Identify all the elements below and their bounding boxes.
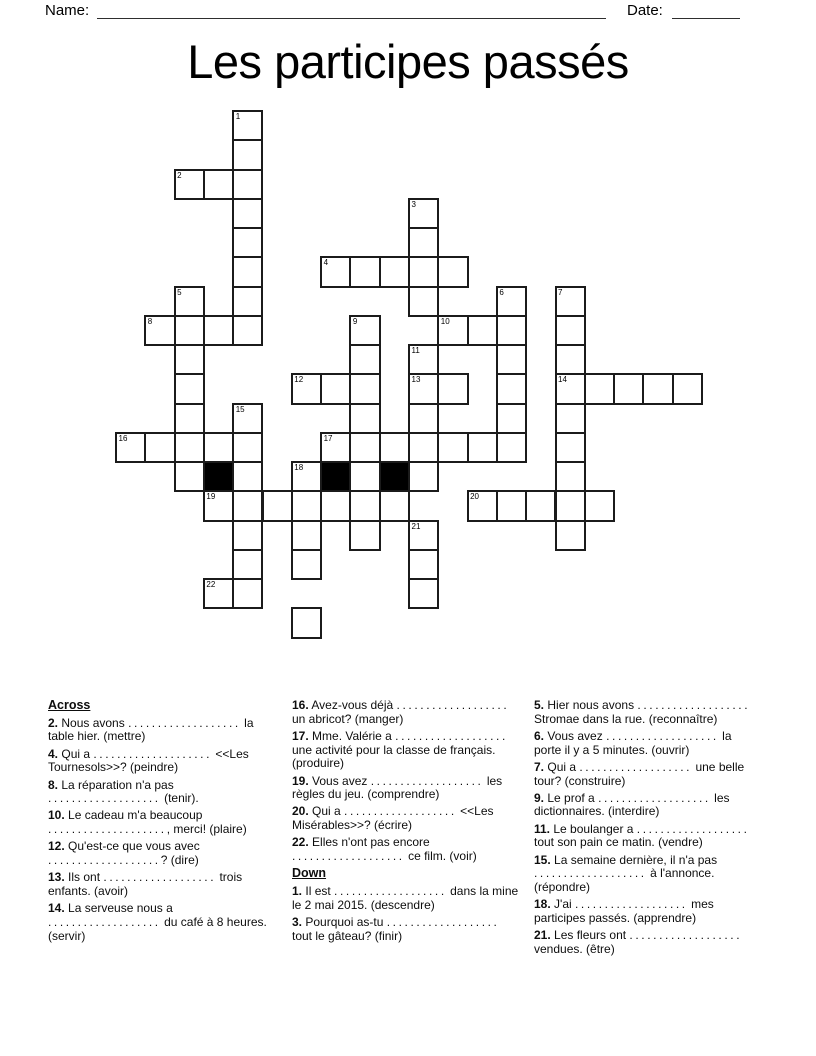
crossword-cell: [496, 373, 527, 404]
crossword-cell: [232, 110, 263, 141]
cell-number: 2: [177, 170, 182, 180]
crossword-cell: [174, 432, 205, 463]
clue-down-9: 9. Le prof a ................... les dictionnaires. (interdire): [534, 790, 730, 819]
crossword-cell: [672, 373, 703, 404]
cell-number: 16: [118, 433, 128, 443]
clue-across-8: 8. La réparation n'a pas ................... (tenir).: [48, 777, 199, 806]
answer-blank-dots: ...................: [579, 759, 693, 774]
answer-blank-dots: ...................: [629, 928, 743, 943]
clue-across-12: 12. Qu'est-ce que vous avec ...................? (dire): [48, 839, 200, 868]
cell-number: 20: [470, 492, 479, 502]
crossword-cell: [584, 373, 615, 404]
answer-blank-dots: ...................: [48, 791, 161, 806]
crossword-cell: [262, 490, 293, 521]
clue-number: 7.: [534, 759, 545, 774]
crossword-cell: [232, 461, 263, 492]
cell-number: 17: [323, 433, 333, 443]
crossword-cell: [408, 344, 439, 375]
clue-number: 4.: [48, 746, 59, 761]
crossword-cell: [349, 373, 380, 404]
crossword-cell: [467, 490, 498, 521]
cell-number: 1: [235, 112, 241, 121]
cell-number: 7: [558, 287, 563, 297]
clue-number: 13.: [48, 870, 65, 885]
clue-number: 11.: [534, 821, 551, 836]
crossword-cell: [232, 198, 263, 229]
crossword-cell: [320, 490, 351, 521]
answer-blank-dots: ...................: [370, 773, 484, 788]
crossword-cell: [232, 549, 263, 580]
clue-number: 17.: [292, 728, 309, 743]
across-header: Across: [48, 698, 91, 712]
clue-down-21: 21. Les fleurs ont ................... vendues. (être): [534, 928, 743, 956]
crossword-cell: [349, 403, 380, 434]
clues-column-2: [292, 699, 520, 947]
crossword-cell: [496, 490, 527, 521]
crossword-cell: [232, 227, 263, 258]
crossword-cell: [232, 520, 263, 551]
clue-number: 18.: [534, 897, 551, 912]
clue-number: 15.: [534, 852, 551, 867]
clue-number: 22.: [292, 835, 309, 850]
name-line: [97, 18, 606, 19]
crossword-cell: [291, 461, 322, 492]
answer-blank-dots: ...................: [575, 897, 688, 912]
answer-blank-dots: ....................: [93, 746, 213, 761]
crossword-cell: [349, 461, 380, 492]
clue-down-18: 18. J'ai ................... mes participes passés. (apprendre): [534, 897, 714, 925]
answer-blank-dots: ...................: [334, 883, 447, 898]
answer-blank-dots: ...................: [534, 866, 647, 881]
cell-number: 6: [499, 287, 504, 297]
crossword-cell: [291, 607, 322, 638]
clues-column-1: [48, 699, 276, 947]
crossword-cell: [174, 315, 205, 346]
crossword-cell: [379, 256, 410, 287]
cell-number: 14: [558, 375, 567, 385]
clue-down-1: 1. Il est ................... dans la mine le 2 mai 2015. (descendre): [292, 883, 519, 912]
crossword-cell: [408, 227, 439, 258]
crossword-cell: [174, 286, 205, 317]
clue-number: 20.: [292, 804, 309, 819]
clue-across-22: 22. Elles n'ont pas encore ................... ce film. (voir): [292, 835, 477, 864]
crossword-cell: [642, 373, 673, 404]
crossword-cell: [320, 373, 351, 404]
crossword-cell: [144, 432, 175, 463]
date-line: [672, 18, 740, 19]
cell-number: 11: [411, 346, 420, 355]
crossword-cell: [437, 373, 468, 404]
crossword-cell: [349, 256, 380, 287]
clue-down-11: 11. Le boulanger a ................... tout son pain ce matin. (vendre): [534, 821, 750, 850]
crossword-cell: [232, 169, 263, 200]
cell-number: 4: [323, 258, 329, 268]
crossword-cell: [555, 344, 586, 375]
crossword-cell: [291, 490, 322, 521]
crossword-cell-black: [203, 461, 234, 492]
crossword-cell: [232, 139, 263, 170]
answer-blank-dots: ....................: [48, 822, 167, 837]
crossword-cell: [613, 373, 644, 404]
cell-number: 9: [352, 316, 358, 326]
crossword-cell: [437, 315, 468, 346]
crossword-cell: [555, 490, 586, 521]
crossword-cell: [408, 198, 439, 229]
cell-number: 22: [206, 580, 216, 589]
crossword-cell: [555, 403, 586, 434]
crossword-cell: [408, 403, 439, 434]
crossword-cell: [467, 315, 498, 346]
crossword-cell: [496, 403, 527, 434]
clue-number: 9.: [534, 790, 545, 805]
crossword-cell: [115, 432, 146, 463]
answer-blank-dots: ...................: [48, 914, 161, 929]
clue-across-16: 16. Avez-vous déjà ................... un abricot? (manger): [292, 698, 510, 726]
crossword-cell: [555, 432, 586, 463]
answer-blank-dots: ...................: [344, 804, 457, 819]
crossword-cell: [320, 256, 351, 287]
crossword-cell: [203, 432, 234, 463]
clue-number: 14.: [48, 901, 65, 916]
down-header: Down: [292, 866, 327, 881]
crossword-cell: [408, 520, 439, 551]
answer-blank-dots: ...................: [396, 698, 510, 712]
crossword-cell: [408, 256, 439, 287]
cell-number: 5: [177, 287, 182, 297]
crossword-cell: [408, 461, 439, 492]
crossword-cell: [437, 432, 468, 463]
crossword-cell: [291, 373, 322, 404]
crossword-cell: [232, 256, 263, 287]
clue-number: 6.: [534, 728, 545, 743]
crossword-cell: [349, 344, 380, 375]
clue-across-17: 17. Mme. Valérie a ................... une activité pour la classe de français. (produire): [292, 728, 508, 771]
date-label: Date:: [627, 2, 663, 19]
cell-number: 19: [206, 492, 216, 502]
crossword-cell: [232, 578, 263, 609]
answer-blank-dots: ...................: [636, 821, 750, 836]
crossword-cell: [232, 286, 263, 317]
answer-blank-dots: ...................: [292, 849, 405, 864]
crossword-cell: [555, 461, 586, 492]
crossword-cell: [496, 344, 527, 375]
crossword-cell: [496, 315, 527, 346]
crossword-cell: [555, 373, 586, 404]
name-label: Name:: [45, 2, 90, 19]
answer-blank-dots: ...................: [395, 728, 508, 743]
clue-number: 21.: [534, 928, 551, 943]
crossword-cell: [496, 432, 527, 463]
crossword-cell: [174, 403, 205, 434]
crossword-cell: [174, 344, 205, 375]
answer-blank-dots: ...................: [598, 790, 711, 805]
cell-number: 21: [411, 521, 421, 531]
crossword-cell: [437, 256, 468, 287]
crossword-cell: [232, 432, 263, 463]
clue-across-10: 10. Le cadeau m'a beaucoup ...................., merci! (plaire): [48, 808, 247, 837]
clue-number: 5.: [534, 698, 545, 712]
answer-blank-dots: ...................: [48, 853, 161, 868]
crossword-cell: [320, 432, 351, 463]
crossword-cell: [408, 432, 439, 463]
cell-number: 8: [147, 316, 153, 326]
clue-across-20: 20. Qui a ................... <<Les Misérables>>? (écrire): [292, 804, 494, 833]
crossword-cell: [174, 461, 205, 492]
answer-blank-dots: ...................: [103, 870, 217, 885]
clue-number: 12.: [48, 839, 65, 854]
clue-number: 2.: [48, 715, 59, 730]
crossword-cell: [203, 578, 234, 609]
crossword-cell: [408, 286, 439, 317]
crossword-cell: [203, 315, 234, 346]
crossword-cell: [144, 315, 175, 346]
crossword-cell: [555, 520, 586, 551]
clue-number: 1.: [292, 883, 303, 898]
clue-across-2: 2. Nous avons ................... la table hier. (mettre): [48, 715, 254, 744]
crossword-cell: [203, 490, 234, 521]
crossword-cell: [232, 315, 263, 346]
clue-across-19: 19. Vous avez ................... les règles du jeu. (comprendre): [292, 773, 503, 802]
clue-down-5: 5. Hier nous avons ................... Stromae dans la rue. (reconnaître): [534, 698, 751, 726]
crossword-cell: [525, 490, 556, 521]
cell-number: 3: [411, 199, 416, 209]
clue-number: 10.: [48, 808, 65, 823]
clue-down-7: 7. Qui a ................... une belle tour? (construire): [534, 759, 745, 788]
answer-blank-dots: ...................: [606, 728, 719, 743]
crossword-cell: [408, 578, 439, 609]
answer-blank-dots: ...................: [637, 698, 751, 712]
crossword-cell: [349, 432, 380, 463]
crossword-cell: [408, 549, 439, 580]
crossword-cell: [349, 520, 380, 551]
clue-number: 3.: [292, 914, 303, 929]
crossword-cell-black: [379, 461, 410, 492]
crossword-cell: [174, 169, 205, 200]
clue-across-14: 14. La serveuse nous a ................... du café à 8 heures. (servir): [48, 901, 267, 943]
cell-number: 10: [440, 316, 450, 326]
page-title: Les participes passés: [187, 35, 629, 88]
cell-number: 18: [294, 463, 304, 472]
cell-number: 12: [294, 375, 304, 385]
crossword-cell: [232, 490, 263, 521]
crossword-cell: [408, 373, 439, 404]
crossword-cell: [349, 490, 380, 521]
crossword-cell: [496, 286, 527, 317]
clue-down-6: 6. Vous avez ................... la porte il y a 5 minutes. (ouvrir): [534, 728, 732, 757]
cell-number: 15: [235, 404, 245, 414]
clue-across-13: 13. Ils ont ................... trois enfants. (avoir): [48, 870, 243, 898]
crossword-cell: [584, 490, 615, 521]
crossword-cell: [349, 315, 380, 346]
clue-number: 19.: [292, 773, 309, 788]
clue-across-4: 4. Qui a .................... <<Les Tournesols>>? (peindre): [48, 746, 249, 775]
crossword-cell: [379, 432, 410, 463]
clue-down-15: 15. La semaine dernière, il n'a pas ................... à l'annonce. (répondre): [534, 852, 718, 894]
crossword-cell: [467, 432, 498, 463]
crossword-cell: [232, 403, 263, 434]
cell-number: 13: [411, 375, 421, 385]
clue-down-3: 3. Pourquoi as-tu ................... tout le gâteau? (finir): [292, 914, 500, 943]
answer-blank-dots: ...................: [128, 715, 241, 730]
crossword-cell-black: [320, 461, 351, 492]
crossword-cell: [291, 520, 322, 551]
crossword-cell: [379, 490, 410, 521]
crossword-cell: [555, 286, 586, 317]
clues-column-3: [534, 699, 762, 960]
clue-number: 16.: [292, 698, 309, 712]
clue-number: 8.: [48, 777, 59, 792]
crossword-cell: [203, 169, 234, 200]
crossword-cell: [555, 315, 586, 346]
crossword-cell: [291, 549, 322, 580]
crossword-cell: [174, 373, 205, 404]
answer-blank-dots: ...................: [386, 914, 500, 929]
